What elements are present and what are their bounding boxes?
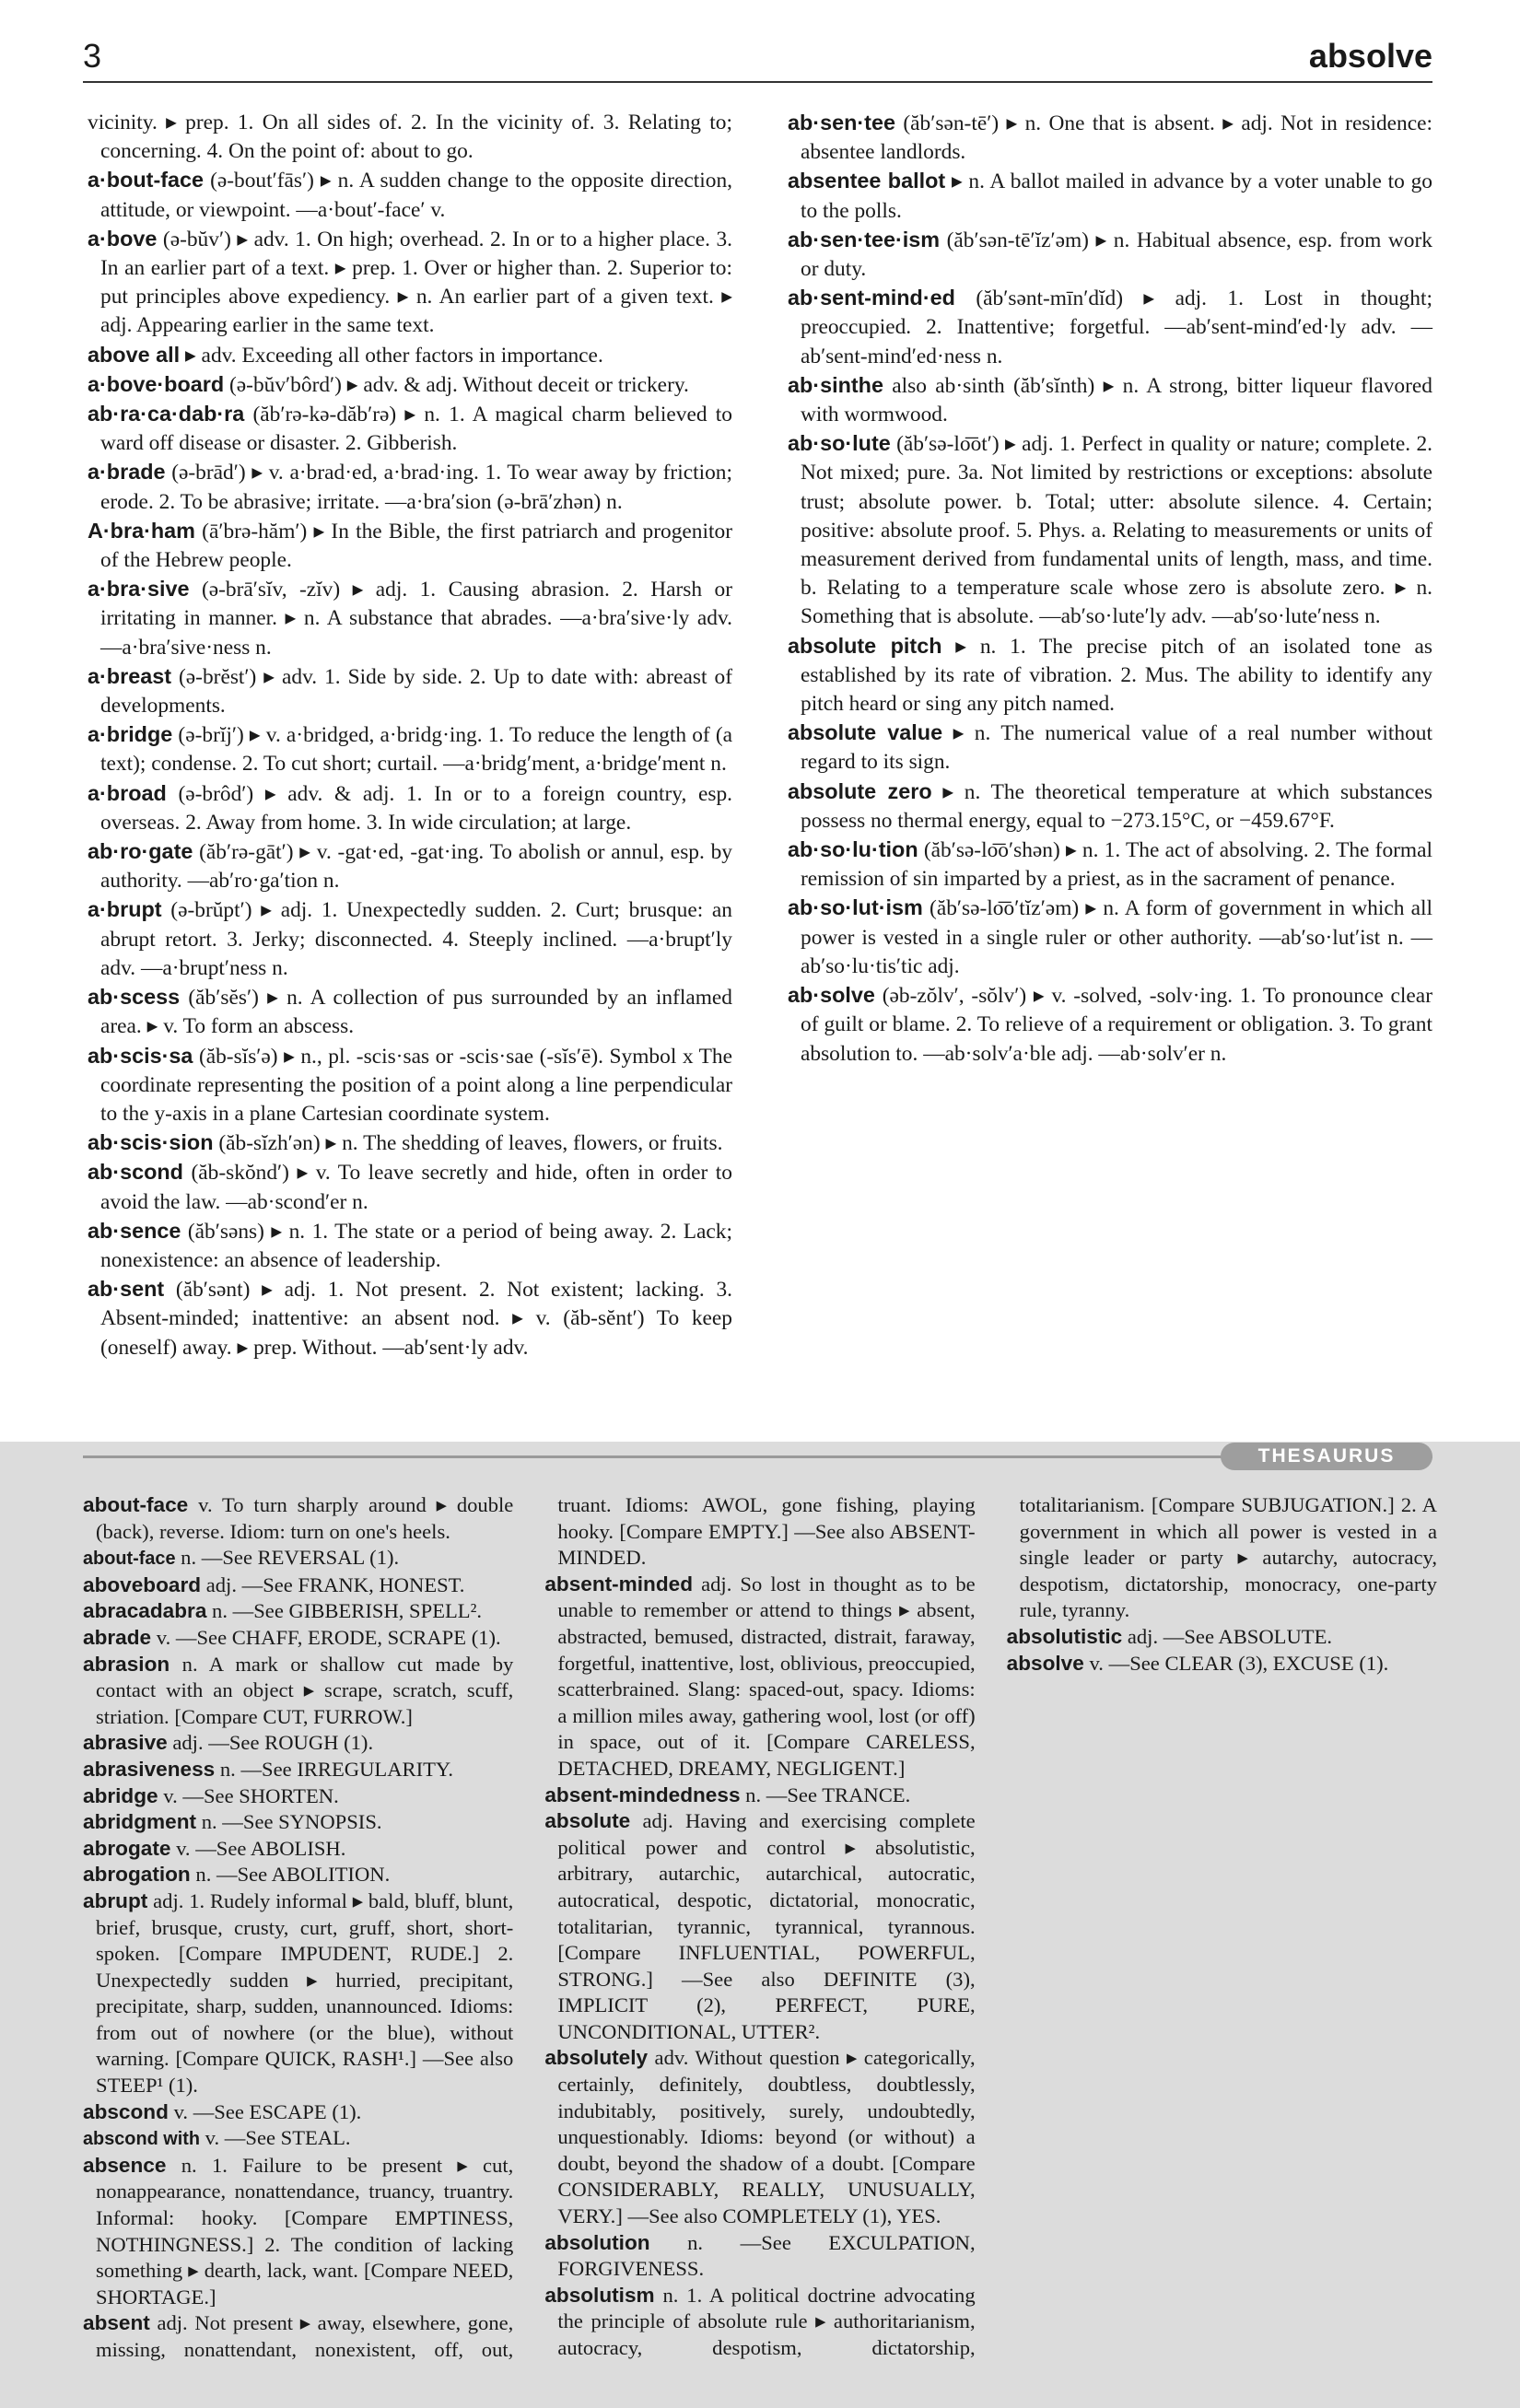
thesaurus-headword: abrupt	[83, 1888, 148, 1912]
dictionary-headword: a·bout-face	[88, 168, 205, 193]
thesaurus-headword: abrogate	[83, 1836, 171, 1860]
thesaurus-definition: adj. Having and exercising complete political power and control ▸ absolutistic, arbitrary, autarchic, autarchical, autocratic, autocratical, despotic, dictatorial, monocratic, totalitarian, tyrannic, tyrannical, tyrannous. [Compare INFLUENTIAL, POWERFUL, STRONG.] —See also DEFINITE (3), IMPLICIT (2), PERFECT, PURE, UNCONDITIONAL, UTTER².	[557, 1809, 976, 2043]
dictionary-entry	[88, 1128, 732, 1158]
dictionary-entry	[788, 894, 1432, 981]
thesaurus-entry	[83, 1783, 513, 1810]
dictionary-definition: (ə-brĭj′) ▸ v. a·bridged, a·bridg·ing. 1. To reduce the length of (a text); condense. 2. To cut short; curtail. —a·bridg′ment, a·bridge′ment n.	[100, 723, 732, 777]
dictionary-definition: (ə-brā′sĭv, -zĭv) ▸ adj. 1. Causing abrasion. 2. Harsh or irritating in manner. ▸ n. A substance that abrades. —a·bra′sive·ly adv. —a·bra′sive·ness n.	[100, 578, 732, 660]
dictionary-entry	[88, 837, 732, 895]
dictionary-definition: (ə-brād′) ▸ v. a·brad·ed, a·brad·ing. 1. To wear away by friction; erode. 2. To be abrasive; irritate. —a·bra′sion (ə-brā′zhən) n.	[100, 461, 732, 514]
thesaurus-definition: n. 1. A political doctrine advocating the principle of absolute rule ▸ authoritarianism, autocracy, despotism, dictatorship, totalitarianism. [Compare SUBJUGATION.] 2. A government in which all power is vested in a single leader or party ▸ autarchy, autocracy, despotism, dictatorship, monocracy, one-party rule, tyranny.	[557, 1493, 1437, 2359]
thesaurus-entry	[83, 1888, 513, 2099]
dictionary-headword: absolute value	[788, 720, 943, 745]
dictionary-definition: (ăb′sənt-mīn′dĭd) ▸ adj. 1. Lost in thought; preoccupied. 2. Inattentive; forgetful. —ab′sent-mind′ed·ly adv. —ab′sent-mind′ed·ness n.	[801, 286, 1432, 368]
dictionary-headword: above all	[88, 342, 181, 367]
dictionary-definition: (ăb′sĕs′) ▸ n. A collection of pus surrounded by an inflamed area. ▸ v. To form an abscess.	[100, 986, 732, 1039]
dictionary-entry	[88, 983, 732, 1041]
thesaurus-definition: adj. —See FRANK, HONEST.	[205, 1572, 465, 1596]
dictionary-definition: (ăb′sə-lo͞o′tĭz′əm) ▸ n. A form of government in which all power is vested in a single ruler or other authority. —ab′so·lut′ist n. —ab′so·lu·tis′tic adj.	[801, 896, 1432, 978]
thesaurus-entry	[83, 1492, 513, 1545]
thesaurus-entry	[544, 1572, 975, 1783]
dictionary-entry	[788, 777, 1432, 836]
dictionary-headword: absolute pitch	[788, 633, 942, 658]
dictionary-headword: ab·ra·ca·dab·ra	[88, 402, 245, 427]
thesaurus-entry	[83, 1730, 513, 1757]
thesaurus-headword: abrasive	[83, 1731, 168, 1755]
dictionary-headword: ab·scess	[88, 985, 181, 1010]
dictionary-headword: ab·sen·tee	[788, 111, 895, 134]
dictionary-entry	[788, 836, 1432, 894]
thesaurus-headword: abrogation	[83, 1863, 191, 1887]
thesaurus-headword: absent-mindedness	[544, 1783, 741, 1806]
thesaurus-headword: absent-minded	[544, 1572, 694, 1596]
dictionary-definition: ▸ n. The theoretical temperature at which substances possess no thermal energy, equal to −273.15°C, or −459.67°F.	[801, 779, 1432, 833]
thesaurus-entry	[83, 1545, 513, 1572]
thesaurus-definition: adj. Not present ▸ away, elsewhere, gone, missing, nonattendant, nonexistent, off, out, truant. Idioms: AWOL, gone fishing, playing hooky. [Compare EMPTY.] —See also ABSENT-MINDED.	[96, 1493, 976, 2361]
thesaurus-entry	[83, 1862, 513, 1888]
dictionary-entry	[88, 166, 732, 224]
dictionary-entry	[788, 719, 1432, 777]
thesaurus-headword: abscond with	[83, 2129, 200, 2150]
dictionary-definition: (əb-zŏlv′, -sŏlv′) ▸ v. -solved, -solv·ing. 1. To pronounce clear of guilt or blame. 2. To relieve of a requirement or obligation. 3. To grant absolution to. —ab·solv′a·ble adj. —ab·solv′er n.	[801, 984, 1432, 1066]
dictionary-headword: a·bridge	[88, 722, 173, 747]
thesaurus-headword: abrasion	[83, 1652, 170, 1676]
dictionary-headword: ab·sinthe	[788, 372, 883, 397]
thesaurus-headword: absolution	[544, 2230, 650, 2254]
thesaurus-definition: n. A mark or shallow cut made by contact with an object ▸ scrape, scratch, scuff, striation. [Compare CUT, FURROW.]	[96, 1652, 514, 1728]
dictionary-headword: ab·so·lu·tion	[788, 837, 918, 862]
thesaurus-entry	[544, 2045, 975, 2229]
dictionary-entry	[88, 517, 732, 575]
thesaurus-definition: adj. 1. Rudely informal ▸ bald, bluff, blunt, brief, brusque, crusty, curt, gruff, short, short-spoken. [Compare IMPUDENT, RUDE.] 2. Unexpectedly sudden ▸ hurried, precipitant, precipitate, sharp, sudden, unannounced. Idioms: from out of nowhere (or the blue), without warning. [Compare QUICK, RASH¹.] —See also STEEP¹ (1).	[96, 1888, 514, 2098]
thesaurus-definition: n. —See GIBBERISH, SPELL².	[212, 1599, 483, 1623]
thesaurus-definition: adj. —See ABSOLUTE.	[1127, 1624, 1333, 1648]
dictionary-definition: (ə-bŭv′) ▸ adv. 1. On high; overhead. 2. In or to a higher place. 3. In an earlier part of a text. ▸ prep. 1. Over or higher than. 2. Superior to: put principles above expediency. ▸ n. An earlier part of a given text. ▸ adj. Appearing earlier in the same text.	[100, 227, 732, 338]
thesaurus-entry	[544, 2230, 975, 2283]
thesaurus-definition: v. —See STEAL.	[205, 2126, 351, 2150]
dictionary-definition: (ə-bout′fās′) ▸ n. A sudden change to the opposite direction, attitude, or viewpoint. —a·bout′-face′ v.	[100, 169, 732, 222]
dictionary-entry	[88, 1042, 732, 1129]
thesaurus-definition: v. To turn sharply around ▸ double (back), reverse. Idiom: turn on one's heels.	[96, 1493, 514, 1543]
thesaurus-definition: v. —See CLEAR (3), EXCUSE (1).	[1089, 1651, 1389, 1675]
dictionary-definition: ▸ n. 1. The precise pitch of an isolated tone as established by its rate of vibration. 2. Mus. The ability to identify any pitch heard or sing any pitch named.	[801, 634, 1432, 717]
thesaurus-headword: absent	[83, 2311, 150, 2335]
dictionary-headword: ab·scis·sion	[88, 1130, 214, 1155]
dictionary-definition: vicinity. ▸ prep. 1. On all sides of. 2. In the vicinity of. 3. Relating to; concerning. 4. On the point of: about to go.	[88, 111, 732, 164]
dictionary-headword: absentee ballot	[788, 169, 946, 193]
thesaurus-headword: absolutistic	[1006, 1624, 1123, 1648]
dictionary-headword: ab·solve	[788, 983, 875, 1008]
dictionary-entry	[788, 109, 1432, 167]
thesaurus-definition: adv. Without question ▸ categorically, certainly, definitely, doubtless, doubtlessly, indubitably, positively, surely, undoubtedly, unquestionably. Idioms: beyond (or without) a doubt, beyond the shadow of a doubt. [Compare CONSIDERABLY, REALLY, UNUSUALLY, VERY.] —See also COMPLETELY (1), YES.	[557, 2046, 976, 2228]
thesaurus-section	[83, 1492, 1437, 2377]
dictionary-headword: a·breast	[88, 663, 172, 688]
thesaurus-tab: THESAURUS	[1221, 1443, 1432, 1470]
thesaurus-definition: n. —See EXCULPATION, FORGIVENESS.	[557, 2230, 976, 2281]
guide-word: absolve	[1308, 37, 1432, 75]
dictionary-headword: a·bove	[88, 226, 158, 251]
thesaurus-headword: about-face	[83, 1549, 176, 1570]
dictionary-headword: absolute zero	[788, 778, 932, 803]
dictionary-entry	[788, 167, 1432, 225]
dictionary-headword: a·bove·board	[88, 371, 225, 396]
thesaurus-definition: v. —See SHORTEN.	[163, 1783, 339, 1807]
dictionary-definition: (ăb′rə-gāt′) ▸ v. -gat·ed, -gat·ing. To abolish or annul, esp. by authority. —ab′ro·ga′tion n.	[100, 840, 732, 894]
dictionary-entry	[88, 400, 732, 458]
thesaurus-headword: absolute	[544, 1809, 631, 1833]
thesaurus-entry	[1007, 1651, 1437, 1677]
page-header	[0, 0, 1520, 88]
dictionary-headword: A·bra·ham	[88, 518, 195, 543]
thesaurus-entry	[544, 1783, 975, 1809]
thesaurus-definition: adj. So lost in thought as to be unable to remember or attend to things ▸ absent, abstracted, bemused, distracted, distrait, faraway, forgetful, inattentive, lost, oblivious, preoccupied, scatterbrained. Slang: spaced-out, spacy. Idioms: a million miles away, gathering wool, lost (or off) in space, out of it. [Compare CARELESS, DETACHED, DREAMY, NEGLIGENT.]	[557, 1572, 976, 1780]
thesaurus-headword: abrade	[83, 1625, 152, 1649]
dictionary-definition: (ăb-skŏnd′) ▸ v. To leave secretly and hide, often in order to avoid the law. —ab·scond′er n.	[100, 1161, 732, 1214]
thesaurus-headword: absolve	[1006, 1651, 1084, 1675]
dictionary-definition: (ăb′sən-tē′ĭz′əm) ▸ n. Habitual absence, esp. from work or duty.	[801, 228, 1432, 282]
thesaurus-definition: n. —See TRANCE.	[745, 1783, 911, 1806]
thesaurus-entry	[83, 1809, 513, 1836]
thesaurus-entry	[83, 2125, 513, 2153]
dictionary-definition: (ăb′sə-lo͞o′shən) ▸ n. 1. The act of absolving. 2. The formal remission of sin imparted by a priest, as in the sacrament of penance.	[801, 838, 1432, 892]
thesaurus-entry	[1007, 1624, 1437, 1651]
dictionary-definition: ▸ n. The numerical value of a real number without regard to its sign.	[801, 721, 1432, 775]
dictionary-entry	[88, 458, 732, 516]
thesaurus-headword: aboveboard	[83, 1572, 202, 1596]
dictionary-entry	[788, 429, 1432, 631]
dictionary-headword: a·bra·sive	[88, 577, 190, 602]
thesaurus-entry	[83, 1757, 513, 1783]
dictionary-headword: ab·so·lut·ism	[788, 895, 923, 920]
thesaurus-entry	[544, 1808, 975, 2045]
thesaurus-headword: about-face	[83, 1493, 189, 1516]
dictionary-definition: ▸ n. A ballot mailed in advance by a voter unable to go to the polls.	[801, 169, 1432, 223]
dictionary-definition: (ā′brə-hăm′) ▸ In the Bible, the first patriarch and progenitor of the Hebrew people.	[100, 519, 732, 573]
dictionary-headword: a·brade	[88, 460, 166, 485]
dictionary-entry	[788, 284, 1432, 371]
dictionary-headword: ab·so·lute	[788, 431, 891, 456]
dictionary-headword: ab·sent	[88, 1277, 165, 1302]
dictionary-headword: ab·scis·sa	[88, 1043, 193, 1068]
dictionary-headword: a·broad	[88, 780, 167, 805]
thesaurus-definition: n. —See ABOLITION.	[195, 1863, 391, 1887]
thesaurus-definition: v. —See ESCAPE (1).	[173, 2099, 362, 2123]
dictionary-entry	[788, 981, 1432, 1069]
thesaurus-headword: absence	[83, 2153, 167, 2177]
thesaurus-definition: v. —See ABOLISH.	[176, 1836, 346, 1860]
dictionary-entry	[88, 341, 732, 370]
thesaurus-definition: n. —See IRREGULARITY.	[219, 1757, 453, 1781]
thesaurus-headword: abrasiveness	[83, 1757, 216, 1781]
thesaurus-definition: adj. —See ROUGH (1).	[172, 1731, 374, 1755]
dictionary-entry	[88, 779, 732, 837]
thesaurus-headword: abscond	[83, 2099, 169, 2123]
dictionary-entry	[88, 109, 732, 166]
thesaurus-definition: n. 1. Failure to be present ▸ cut, nonappearance, nonattendance, truancy, truantry. Informal: hooky. [Compare EMPTINESS, NOTHINGNESS.] 2. The condition of lacking something ▸ dearth, lack, want. [Compare NEED, SHORTAGE.]	[96, 2153, 514, 2309]
thesaurus-definition: n. —See REVERSAL (1).	[181, 1546, 400, 1570]
dictionary-definition: (ăb-sĭs′ə) ▸ n., pl. -scis·sas or -scis·sae (-sĭs′ē). Symbol x The coordinate representing the position of a point along a line perpendicular to the y-axis in a plane Cartesian coordinate system.	[100, 1044, 732, 1126]
thesaurus-entry	[83, 1598, 513, 1625]
dictionary-entry	[88, 225, 732, 341]
dictionary-entry	[88, 720, 732, 778]
dictionary-entry	[88, 662, 732, 720]
thesaurus-definition: n. —See SYNOPSIS.	[201, 1810, 382, 1834]
dictionary-headword: ab·ro·gate	[88, 839, 193, 864]
dictionary-entry	[788, 632, 1432, 719]
dictionary-definition: (ăb-sĭzh′ən) ▸ n. The shedding of leaves, flowers, or fruits.	[218, 1131, 723, 1156]
header-rule	[83, 81, 1432, 83]
dictionary-headword: a·brupt	[88, 897, 162, 922]
dictionary-definition: (ăb′sə-lo͞ot′) ▸ adj. 1. Perfect in quality or nature; complete. 2. Not mixed; pure. 3a. Not limited by restrictions or exceptions: absolute trust; absolute power. b. Total; utter: absolute silence. 4. Certain; positive: absolute proof. 5. Phys. a. Relating to measurements or units of measurement derived from fundamental units of length, mass, and time. b. Relating to a temperature scale whose zero is absolute zero. ▸ n. Something that is absolute. —ab′so·lute′ly adv. —ab′so·lute′ness n.	[801, 432, 1432, 629]
dictionary-entry	[88, 895, 732, 983]
dictionary-definition: also ab·sinth (ăb′sĭnth) ▸ n. A strong, bitter liqueur flavored with wormwood.	[801, 373, 1432, 427]
thesaurus-entry	[83, 2153, 513, 2311]
dictionary-entry	[88, 1275, 732, 1362]
dictionary-entry	[788, 371, 1432, 429]
thesaurus-headword: abridgment	[83, 1810, 197, 1834]
dictionary-definition: (ə-brŭpt′) ▸ adj. 1. Unexpectedly sudden. 2. Curt; brusque: an abrupt retort. 3. Jerky; disconnected. 4. Steeply inclined. —a·brupt′ly adv. —a·brupt′ness n.	[100, 898, 732, 980]
thesaurus-entry	[83, 2099, 513, 2126]
dictionary-definition: (ə-brĕst′) ▸ adv. 1. Side by side. 2. Up to date with: abreast of developments.	[100, 664, 732, 719]
dictionary-headword: ab·sent-mind·ed	[788, 286, 955, 310]
dictionary-entry	[788, 226, 1432, 284]
thesaurus-headword: abracadabra	[83, 1599, 207, 1623]
dictionary-definition: (ăb′sən-tē′) ▸ n. One that is absent. ▸ adj. Not in residence: absentee landlords.	[801, 111, 1432, 165]
dictionary-headword: ab·sen·tee·ism	[788, 227, 941, 251]
dictionary-entry	[88, 575, 732, 662]
dictionary-definition: (ăb′rə-kə-dăb′rə) ▸ n. 1. A magical charm believed to ward off disease or disaster. 2. Gibberish.	[100, 403, 732, 456]
dictionary-section	[88, 109, 1432, 1371]
dictionary-definition: (ăb′sənt) ▸ adj. 1. Not present. 2. Not existent; lacking. 3. Absent-minded; inattentive: an absent nod. ▸ v. (ăb-sĕnt′) To keep (oneself) away. ▸ prep. Without. —ab′sent·ly adv.	[100, 1278, 732, 1360]
thesaurus-definition: v. —See CHAFF, ERODE, SCRAPE (1).	[156, 1625, 501, 1649]
dictionary-entry	[88, 1158, 732, 1216]
dictionary-definition: (ə-brôd′) ▸ adv. & adj. 1. In or to a foreign country, esp. overseas. 2. Away from home. 3. In wide circulation; at large.	[100, 781, 733, 835]
thesaurus-entry	[83, 1836, 513, 1863]
thesaurus-entry	[83, 1652, 513, 1731]
thesaurus-entry	[83, 1572, 513, 1599]
page-number: 3	[83, 37, 102, 75]
dictionary-entry	[88, 1217, 732, 1275]
dictionary-definition: ▸ adv. Exceeding all other factors in importance.	[184, 343, 603, 368]
dictionary-entry	[88, 370, 732, 400]
dictionary-headword: ab·sence	[88, 1218, 181, 1243]
thesaurus-entry	[83, 1625, 513, 1652]
thesaurus-headword: absolutism	[544, 2283, 655, 2307]
dictionary-definition: (ə-bŭv′bôrd′) ▸ adv. & adj. Without deceit or trickery.	[229, 372, 689, 397]
dictionary-definition: (ăb′səns) ▸ n. 1. The state or a period of being away. 2. Lack; nonexistence: an absence of leadership.	[100, 1219, 732, 1272]
dictionary-headword: ab·scond	[88, 1160, 183, 1185]
thesaurus-headword: absolutely	[544, 2046, 649, 2070]
thesaurus-headword: abridge	[83, 1783, 158, 1807]
